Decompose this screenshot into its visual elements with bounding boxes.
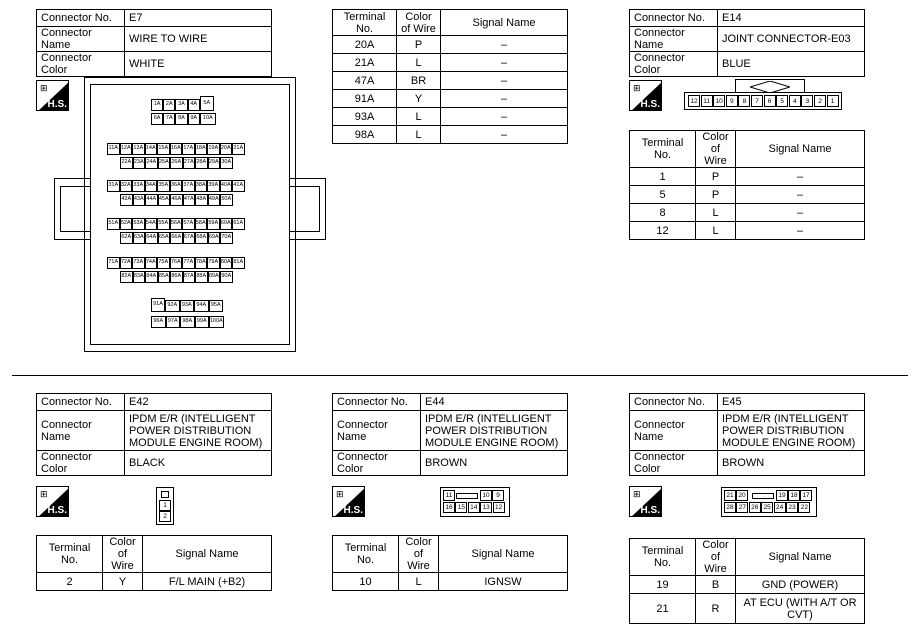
wire-color-cell: L bbox=[399, 573, 439, 591]
wire-color-cell: P bbox=[397, 36, 441, 54]
terminal-row bbox=[333, 36, 568, 54]
connector-pin: 95A bbox=[209, 300, 224, 312]
connector-pin: 26A bbox=[170, 157, 183, 169]
connector-pin: 41A bbox=[232, 180, 245, 192]
e42-signal-header: Signal Name bbox=[143, 536, 272, 573]
e44-hs-icon: ⊞ H.S. bbox=[332, 486, 365, 517]
connector-pin: 36A bbox=[170, 180, 183, 192]
e7-terminal-table bbox=[332, 9, 568, 144]
connector-pin: 78A bbox=[195, 257, 208, 269]
connector-pin: 87A bbox=[183, 271, 196, 283]
signal-name-cell: – bbox=[736, 168, 865, 186]
connector-pin: 51A bbox=[107, 218, 120, 230]
terminal-no-cell: 1 bbox=[630, 168, 696, 186]
connector-pin: 47A bbox=[183, 194, 196, 206]
connector-pin: 66A bbox=[170, 232, 183, 244]
wire-color-cell: L bbox=[397, 108, 441, 126]
connector-pin: 6A bbox=[151, 113, 163, 125]
connector-pin: 5A bbox=[200, 96, 214, 111]
connector-pin: 50A bbox=[220, 194, 233, 206]
e42-hs-icon: ⊞ H.S. bbox=[36, 486, 69, 517]
connector-pin: 4 bbox=[789, 95, 801, 107]
connector-pin: 90A bbox=[220, 271, 233, 283]
connector-pin: 57A bbox=[182, 218, 195, 230]
connector-pin: 25 bbox=[761, 502, 773, 513]
connector-pin: 53A bbox=[132, 218, 145, 230]
e42-connector-no-label: Connector No. bbox=[37, 394, 125, 411]
terminal-row bbox=[333, 72, 568, 90]
terminal-no-cell: 20A bbox=[333, 36, 397, 54]
connector-pin: 8A bbox=[175, 113, 187, 125]
e14-connector-name: JOINT CONNECTOR-E03 bbox=[718, 27, 865, 52]
wire-color-cell: P bbox=[696, 168, 736, 186]
e7-connector-no: E7 bbox=[125, 10, 272, 27]
signal-name-cell: AT ECU (WITH A/T OR CVT) bbox=[736, 594, 865, 624]
terminal-no-cell: 21 bbox=[630, 594, 696, 624]
e44-terminal-table bbox=[332, 535, 568, 591]
connector-pin: 10 bbox=[713, 95, 725, 107]
e44-connector-no: E44 bbox=[421, 394, 568, 411]
connector-pin: 7A bbox=[163, 113, 175, 125]
connector-pin: 27 bbox=[736, 502, 748, 513]
e44-connector-color: BROWN bbox=[421, 451, 568, 476]
connector-pin: 54A bbox=[145, 218, 158, 230]
e44-connector-name: IPDM E/R (INTELLIGENT POWER DISTRIBUTION MODULE ENGINE ROOM) bbox=[421, 411, 568, 451]
connector-pin: 92A bbox=[165, 300, 180, 312]
connector-pin: 99A bbox=[195, 316, 210, 328]
connector-pin: 3 bbox=[801, 95, 813, 107]
connector-pin: 23 bbox=[786, 502, 798, 513]
connector-pin: 63A bbox=[133, 232, 146, 244]
terminal-no-cell: 5 bbox=[630, 186, 696, 204]
connector-pin: 52A bbox=[120, 218, 133, 230]
wire-color-cell: L bbox=[696, 204, 736, 222]
connector-pin: 49A bbox=[208, 194, 221, 206]
connector-pin: 67A bbox=[183, 232, 196, 244]
connector-pin: 32A bbox=[120, 180, 133, 192]
connector-pin: 79A bbox=[207, 257, 220, 269]
terminal-row bbox=[630, 204, 865, 222]
connector-pin: 97A bbox=[166, 316, 181, 328]
connector-pin: 45A bbox=[158, 194, 171, 206]
connector-pin: 71A bbox=[107, 257, 120, 269]
connector-pin: 62A bbox=[120, 232, 133, 244]
connector-pin: 23A bbox=[133, 157, 146, 169]
connector-pin: 85A bbox=[158, 271, 171, 283]
connector-pin: 12 bbox=[493, 502, 505, 513]
e14-connector-no-label: Connector No. bbox=[630, 10, 718, 27]
e45-connector-color-label: Connector Color bbox=[630, 451, 718, 476]
e42-info-table bbox=[36, 393, 272, 476]
terminal-row bbox=[630, 594, 865, 624]
connector-pin: 48A bbox=[195, 194, 208, 206]
terminal-no-cell: 2 bbox=[37, 573, 103, 591]
terminal-no-cell: 8 bbox=[630, 204, 696, 222]
connector-pin: 16 bbox=[443, 502, 455, 513]
wire-color-cell: L bbox=[696, 222, 736, 240]
connector-pin: 31A bbox=[107, 180, 120, 192]
connector-pin: 68A bbox=[195, 232, 208, 244]
connector-pin: 70A bbox=[220, 232, 233, 244]
connector-pin: 98A bbox=[180, 316, 195, 328]
connector-pin: 74A bbox=[145, 257, 158, 269]
terminal-no-cell: 47A bbox=[333, 72, 397, 90]
e14-info-table bbox=[629, 9, 865, 77]
connector-pin: 55A bbox=[157, 218, 170, 230]
e44-connector-color-label: Connector Color bbox=[333, 451, 421, 476]
connector-pin: 12 bbox=[688, 95, 700, 107]
connector-pin: 100A bbox=[209, 316, 224, 328]
connector-pin: 46A bbox=[170, 194, 183, 206]
e7-connector-name: WIRE TO WIRE bbox=[125, 27, 272, 52]
connector-pin: 73A bbox=[132, 257, 145, 269]
signal-name-cell: – bbox=[441, 108, 568, 126]
connector-pin: 37A bbox=[182, 180, 195, 192]
connector-pin: 12A bbox=[120, 143, 133, 155]
e14-hs-icon: ⊞ H.S. bbox=[629, 80, 662, 111]
connector-pin: 84A bbox=[145, 271, 158, 283]
e44-color-header: Color of Wire bbox=[399, 536, 439, 573]
connector-pin: 11A bbox=[107, 143, 120, 155]
connector-pin: 1A bbox=[151, 99, 163, 111]
e7-info-table bbox=[36, 9, 272, 77]
e44-connector-name-label: Connector Name bbox=[333, 411, 421, 451]
wire-color-cell: Y bbox=[397, 90, 441, 108]
terminal-no-cell: 93A bbox=[333, 108, 397, 126]
signal-name-cell: – bbox=[441, 72, 568, 90]
connector-pin: 13 bbox=[480, 502, 492, 513]
terminal-row bbox=[37, 573, 272, 591]
connector-pin: 9A bbox=[188, 113, 200, 125]
connector-pin: 44A bbox=[145, 194, 158, 206]
connector-pin: 65A bbox=[158, 232, 171, 244]
connector-pin: 86A bbox=[170, 271, 183, 283]
wire-color-cell: Y bbox=[103, 573, 143, 591]
connector-pin: 88A bbox=[195, 271, 208, 283]
wire-color-cell: L bbox=[397, 126, 441, 144]
signal-name-cell: – bbox=[441, 54, 568, 72]
connector-pin: 15 bbox=[455, 502, 467, 513]
connector-pin: 59A bbox=[207, 218, 220, 230]
connector-pin: 40A bbox=[220, 180, 233, 192]
e14-connector-name-label: Connector Name bbox=[630, 27, 718, 52]
connector-pin: 24A bbox=[145, 157, 158, 169]
e42-connector-name: IPDM E/R (INTELLIGENT POWER DISTRIBUTION MODULE ENGINE ROOM) bbox=[125, 411, 272, 451]
connector-pin: 2A bbox=[163, 99, 175, 111]
signal-name-cell: IGNSW bbox=[439, 573, 568, 591]
terminal-no-cell: 21A bbox=[333, 54, 397, 72]
connector-pin: 19A bbox=[207, 143, 220, 155]
connector-pin: 64A bbox=[145, 232, 158, 244]
e14-connector-no: E14 bbox=[718, 10, 865, 27]
connector-pin: 11 bbox=[701, 95, 713, 107]
connector-pin: 6 bbox=[764, 95, 776, 107]
e14-signal-header: Signal Name bbox=[736, 131, 865, 168]
connector-pin: 26 bbox=[749, 502, 761, 513]
e42-connector-no: E42 bbox=[125, 394, 272, 411]
e7-connector-no-label: Connector No. bbox=[37, 10, 125, 27]
signal-name-cell: – bbox=[441, 36, 568, 54]
connector-pin: 17A bbox=[182, 143, 195, 155]
connector-pin: 83A bbox=[133, 271, 146, 283]
terminal-no-cell: 12 bbox=[630, 222, 696, 240]
connector-pin: 4A bbox=[188, 99, 200, 111]
connector-pin: 13A bbox=[132, 143, 145, 155]
e45-signal-header: Signal Name bbox=[736, 539, 865, 576]
connector-pin: 3A bbox=[175, 99, 187, 111]
connector-pin: 76A bbox=[170, 257, 183, 269]
terminal-row bbox=[333, 108, 568, 126]
connector-pin: 72A bbox=[120, 257, 133, 269]
e44-info-table bbox=[332, 393, 568, 476]
connector-pin: 28 bbox=[724, 502, 736, 513]
signal-name-cell: – bbox=[736, 222, 865, 240]
e42-terminal-no-header: Terminal No. bbox=[37, 536, 103, 573]
e44-signal-header: Signal Name bbox=[439, 536, 568, 573]
connector-pin: 25A bbox=[158, 157, 171, 169]
e7-signal-header: Signal Name bbox=[441, 10, 568, 36]
e42-connector-color-label: Connector Color bbox=[37, 451, 125, 476]
connector-pin: 58A bbox=[195, 218, 208, 230]
e45-hs-icon: ⊞ H.S. bbox=[629, 486, 662, 517]
e14-connector-color: BLUE bbox=[718, 52, 865, 77]
signal-name-cell: GND (POWER) bbox=[736, 576, 865, 594]
terminal-no-cell: 98A bbox=[333, 126, 397, 144]
connector-pin: 15A bbox=[157, 143, 170, 155]
connector-pin: 16A bbox=[170, 143, 183, 155]
e45-connector-no-label: Connector No. bbox=[630, 394, 718, 411]
connector-pin: 96A bbox=[151, 316, 166, 328]
connector-pin: 75A bbox=[157, 257, 170, 269]
connector-pin: 43A bbox=[133, 194, 146, 206]
terminal-no-cell: 19 bbox=[630, 576, 696, 594]
section-divider bbox=[12, 375, 908, 376]
connector-pin: 34A bbox=[145, 180, 158, 192]
terminal-row bbox=[630, 186, 865, 204]
connector-pin: 93A bbox=[180, 300, 195, 312]
wire-color-cell: B bbox=[696, 576, 736, 594]
e42-connector-color: BLACK bbox=[125, 451, 272, 476]
signal-name-cell: – bbox=[441, 90, 568, 108]
connector-pin: 42A bbox=[120, 194, 133, 206]
e45-info-table bbox=[629, 393, 865, 476]
wire-color-cell: P bbox=[696, 186, 736, 204]
e45-connector-color: BROWN bbox=[718, 451, 865, 476]
e44-terminal-no-header: Terminal No. bbox=[333, 536, 399, 573]
connector-pin: 21A bbox=[232, 143, 245, 155]
e7-connector-color-label: Connector Color bbox=[37, 52, 125, 77]
connector-pin: 61A bbox=[232, 218, 245, 230]
connector-pin: 89A bbox=[208, 271, 221, 283]
connector-pin: 28A bbox=[195, 157, 208, 169]
e45-terminal-no-header: Terminal No. bbox=[630, 539, 696, 576]
connector-pin: 30A bbox=[220, 157, 233, 169]
connector-pin: 2 bbox=[814, 95, 826, 107]
terminal-row bbox=[630, 168, 865, 186]
connector-pin: 38A bbox=[195, 180, 208, 192]
e45-connector-name: IPDM E/R (INTELLIGENT POWER DISTRIBUTION MODULE ENGINE ROOM) bbox=[718, 411, 865, 451]
connector-pin: 80A bbox=[220, 257, 233, 269]
terminal-row bbox=[333, 573, 568, 591]
e42-connector-name-label: Connector Name bbox=[37, 411, 125, 451]
connector-pin: 94A bbox=[194, 300, 209, 312]
terminal-row bbox=[333, 126, 568, 144]
connector-pin: 69A bbox=[208, 232, 221, 244]
connector-pin: 20A bbox=[220, 143, 233, 155]
connector-pin: 56A bbox=[170, 218, 183, 230]
wire-color-cell: L bbox=[397, 54, 441, 72]
e45-connector-no: E45 bbox=[718, 394, 865, 411]
connector-pin: 82A bbox=[120, 271, 133, 283]
connector-pin: 8 bbox=[738, 95, 750, 107]
e45-color-header: Color of Wire bbox=[696, 539, 736, 576]
connector-pin: 81A bbox=[232, 257, 245, 269]
connector-pin: 91A bbox=[151, 298, 165, 312]
e14-terminal-no-header: Terminal No. bbox=[630, 131, 696, 168]
terminal-row bbox=[333, 54, 568, 72]
connector-pin: 18A bbox=[195, 143, 208, 155]
connector-pin: 35A bbox=[157, 180, 170, 192]
signal-name-cell: – bbox=[736, 204, 865, 222]
e7-connector-color: WHITE bbox=[125, 52, 272, 77]
e45-connector-name-label: Connector Name bbox=[630, 411, 718, 451]
connector-pin: 77A bbox=[182, 257, 195, 269]
terminal-no-cell: 91A bbox=[333, 90, 397, 108]
wire-color-cell: BR bbox=[397, 72, 441, 90]
e42-color-header: Color of Wire bbox=[103, 536, 143, 573]
connector-pin: 1 bbox=[827, 95, 839, 107]
signal-name-cell: – bbox=[736, 186, 865, 204]
connector-pin: 24 bbox=[774, 502, 786, 513]
e7-color-header: Color of Wire bbox=[397, 10, 441, 36]
terminal-row bbox=[630, 576, 865, 594]
terminal-no-cell: 10 bbox=[333, 573, 399, 591]
e14-connector-color-label: Connector Color bbox=[630, 52, 718, 77]
e7-terminal-no-header: Terminal No. bbox=[333, 10, 397, 36]
e45-terminal-table bbox=[629, 538, 865, 624]
e14-color-header: Color of Wire bbox=[696, 131, 736, 168]
e14-terminal-table bbox=[629, 130, 865, 240]
connector-pin: 14 bbox=[468, 502, 480, 513]
wire-color-cell: R bbox=[696, 594, 736, 624]
terminal-row bbox=[630, 222, 865, 240]
terminal-row bbox=[333, 90, 568, 108]
connector-pin: 7 bbox=[751, 95, 763, 107]
e7-connector-name-label: Connector Name bbox=[37, 27, 125, 52]
e42-terminal-table bbox=[36, 535, 272, 591]
connector-pin: 14A bbox=[145, 143, 158, 155]
e44-connector-no-label: Connector No. bbox=[333, 394, 421, 411]
connector-pin: 27A bbox=[183, 157, 196, 169]
signal-name-cell: – bbox=[441, 126, 568, 144]
signal-name-cell: F/L MAIN (+B2) bbox=[143, 573, 272, 591]
connector-pin: 10A bbox=[200, 113, 216, 125]
connector-pin: 39A bbox=[207, 180, 220, 192]
connector-pin: 29A bbox=[208, 157, 221, 169]
connector-pin: 22A bbox=[120, 157, 133, 169]
connector-pin: 60A bbox=[220, 218, 233, 230]
connector-pin: 22 bbox=[798, 502, 810, 513]
connector-pin: 9 bbox=[726, 95, 738, 107]
connector-pin: 5 bbox=[776, 95, 788, 107]
connector-pin: 33A bbox=[132, 180, 145, 192]
e7-hs-icon: ⊞ H.S. bbox=[36, 80, 69, 111]
